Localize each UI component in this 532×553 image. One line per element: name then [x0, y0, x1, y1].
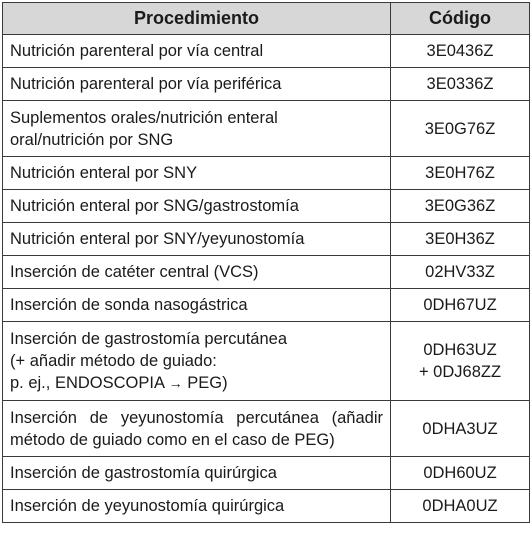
- table-row: [3, 101, 530, 157]
- procedure-line: Inserción de gastrostomía percutánea: [10, 330, 287, 348]
- procedure-line: Suplementos orales/nutrición enteral: [10, 108, 278, 127]
- procedure-cell: [3, 322, 391, 401]
- code-line: 0DH63UZ: [423, 341, 497, 359]
- table-row: [3, 256, 530, 289]
- table-row: [3, 401, 530, 457]
- code-cell: 0DHA3UZ: [391, 401, 530, 457]
- procedure-line: oral/nutrición por SNG: [10, 130, 174, 149]
- code-cell: 3E0G76Z: [391, 101, 530, 157]
- code-cell: 3E0H76Z: [391, 157, 530, 190]
- table-row: [3, 157, 530, 190]
- code-cell: 0DHA0UZ: [391, 490, 530, 523]
- header-row: [3, 3, 530, 35]
- code-line: + 0DJ68ZZ: [418, 363, 502, 381]
- code-cell: 3E0G36Z: [391, 190, 530, 223]
- procedure-cell: Inserción de sonda nasogástrica: [3, 289, 391, 322]
- right-arrow-icon: →: [168, 375, 183, 391]
- procedure-cell: [3, 101, 391, 157]
- procedure-cell: Nutrición enteral por SNG/gastrostomía: [3, 190, 391, 223]
- procedure-line: [10, 372, 383, 394]
- procedure-cell: [3, 401, 391, 457]
- procedure-code-table: [2, 2, 530, 523]
- header-code: Código: [391, 3, 530, 35]
- procedure-cell: Inserción de catéter central (VCS): [3, 256, 391, 289]
- table-row: [3, 68, 530, 101]
- procedure-text: PEG): [187, 374, 228, 392]
- procedure-line: (+ añadir método de guiado:: [10, 352, 217, 370]
- table-row: [3, 35, 530, 68]
- table-row: [3, 490, 530, 523]
- procedure-cell: Inserción de yeyunostomía quirúrgica: [3, 490, 391, 523]
- procedure-text: p. ej., ENDOSCOPIA: [10, 374, 165, 392]
- procedure-cell: Nutrición enteral por SNY: [3, 157, 391, 190]
- procedure-cell: Nutrición parenteral por vía periférica: [3, 68, 391, 101]
- code-cell: 3E0H36Z: [391, 223, 530, 256]
- header-procedure: Procedimiento: [3, 3, 391, 35]
- code-cell: 3E0336Z: [391, 68, 530, 101]
- table-row: [3, 289, 530, 322]
- procedure-cell: Nutrición enteral por SNY/yeyunostomía: [3, 223, 391, 256]
- procedure-line: Inserción de yeyunostomía percutánea (añadir: [10, 408, 383, 427]
- procedure-line: método de guiado como en el caso de PEG): [10, 430, 335, 449]
- procedure-cell: Nutrición parenteral por vía central: [3, 35, 391, 68]
- code-cell: 3E0436Z: [391, 35, 530, 68]
- table-row: [3, 457, 530, 490]
- code-cell: 02HV33Z: [391, 256, 530, 289]
- table-row: [3, 223, 530, 256]
- code-cell: 0DH67UZ: [391, 289, 530, 322]
- table-row: [3, 322, 530, 401]
- procedure-cell: Inserción de gastrostomía quirúrgica: [3, 457, 391, 490]
- code-cell: [391, 322, 530, 401]
- code-cell: 0DH60UZ: [391, 457, 530, 490]
- table-row: [3, 190, 530, 223]
